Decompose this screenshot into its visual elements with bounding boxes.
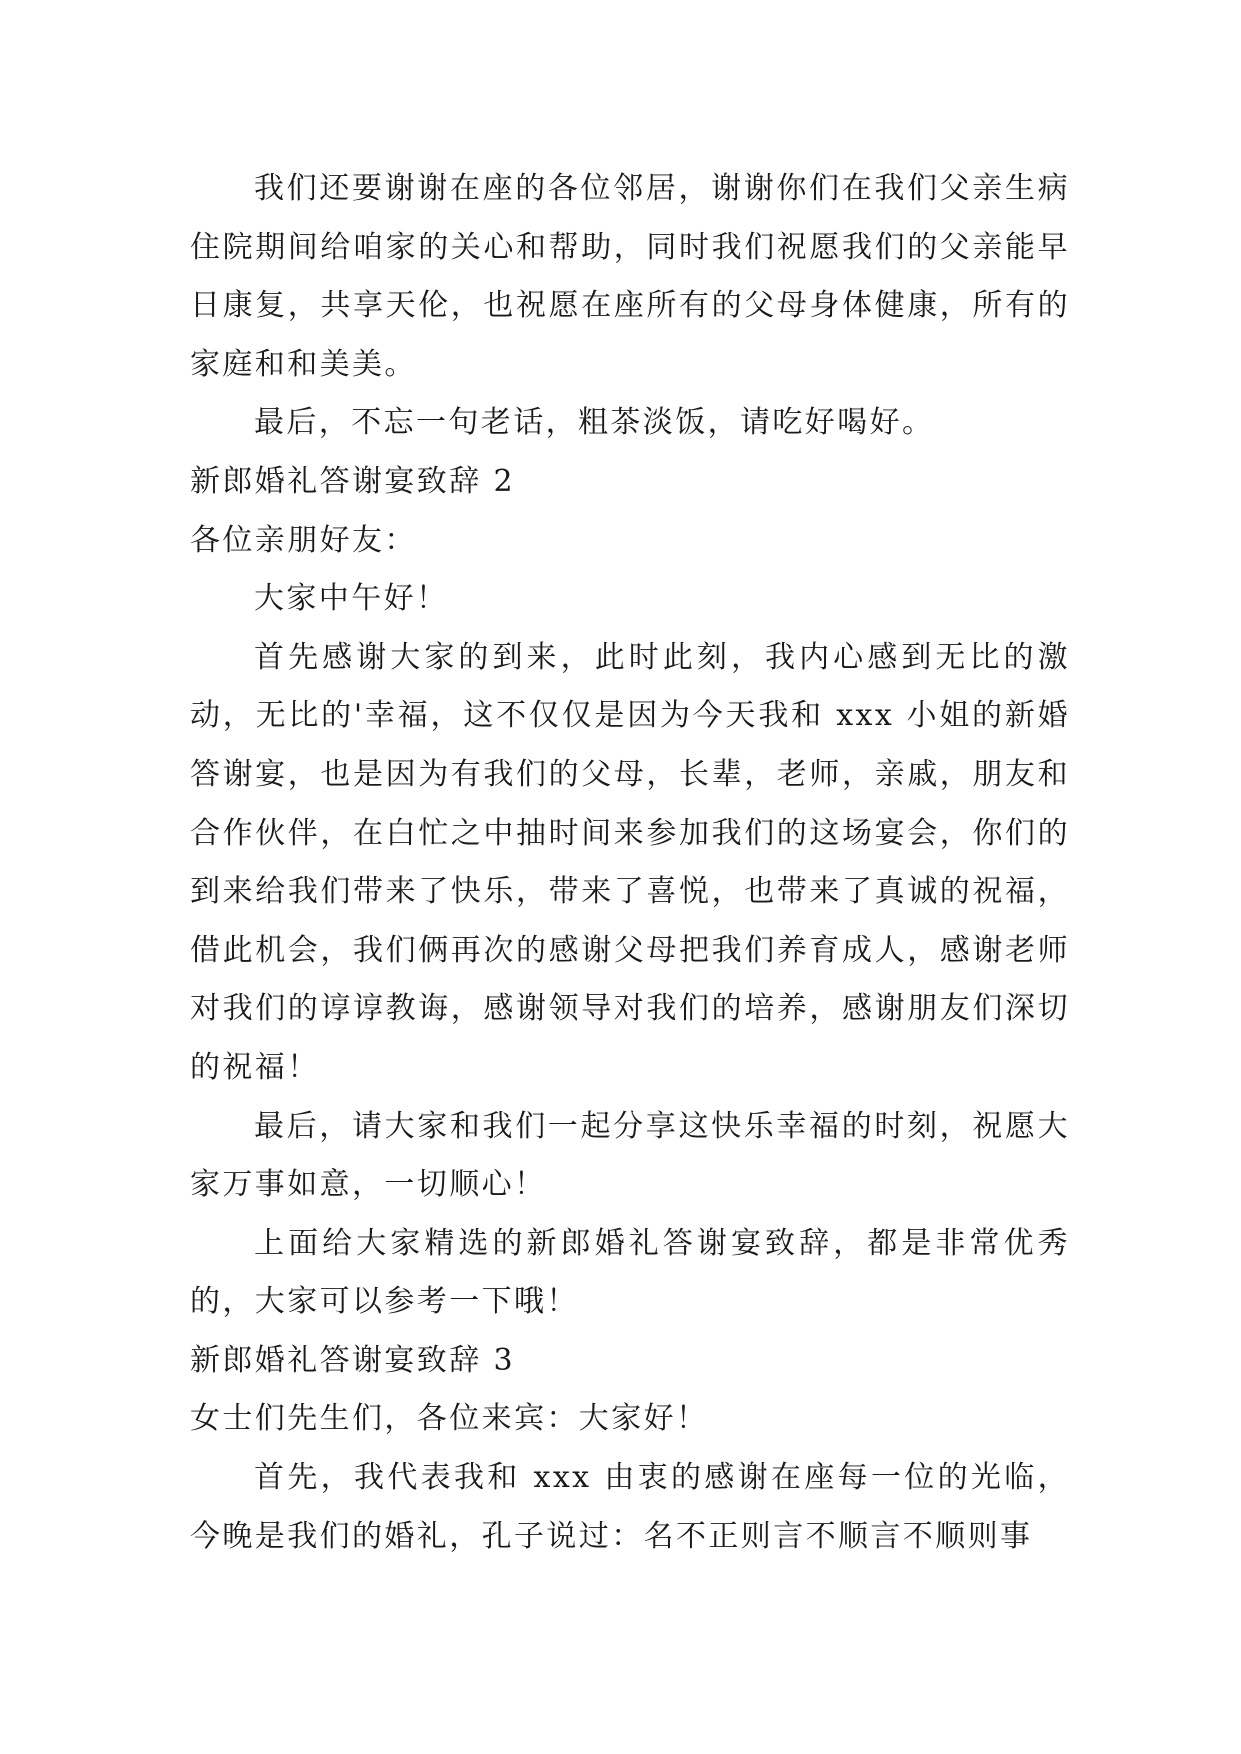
section-title-3: 新郎婚礼答谢宴致辞 3 [190, 1342, 516, 1378]
salutation-3: 女士们先生们，各位来宾：大家好！ [190, 1401, 709, 1437]
salutation-2: 各位亲朋好友： [190, 522, 417, 558]
paragraph-opening-3: 首先，我代表我和 xxx 由衷的感谢在座每一位的光临，今晚是我们的婚礼，孔子说过：名不正则言不顺言不顺则事 [190, 1460, 1070, 1554]
paragraph-editor-note: 上面给大家精选的新郎婚礼答谢宴致辞，都是非常优秀的，大家可以参考一下哦！ [190, 1225, 1070, 1320]
document-body [190, 160, 1070, 1566]
section-title-2: 新郎婚礼答谢宴致辞 2 [190, 463, 516, 499]
paragraph-closing-1: 最后，不忘一句老话，粗茶淡饭，请吃好喝好。 [254, 405, 935, 441]
paragraph-closing-2: 最后，请大家和我们一起分享这快乐幸福的时刻，祝愿大家万事如意，一切顺心！ [190, 1108, 1070, 1203]
greeting-2: 大家中午好！ [254, 581, 449, 617]
paragraph-thanks-neighbors: 我们还要谢谢在座的各位邻居，谢谢你们在我们父亲生病住院期间给咱家的关心和帮助，同时我们祝愿我们的父亲能早日康复，共享天伦，也祝愿在座所有的父母身体健康，所有的家庭和和美美。 [190, 171, 1070, 382]
paragraph-thanks-guests: 首先感谢大家的到来，此时此刻，我内心感到无比的激动，无比的'幸福，这不仅仅是因为今天我和 xxx 小姐的新婚答谢宴，也是因为有我们的父母，长辈，老师，亲戚，朋友和合作伙伴，在白忙之中抽时间来参加我们的这场宴会，你们的到来给我们带来了快乐，带来了喜悦，也带来了真诚的祝福，借此机会，我们俩再次的感谢父母把我们养育成人，感谢老师对我们的谆谆教诲，感谢领导对我们的培养，感谢朋友们深切的祝福！ [190, 639, 1070, 1085]
